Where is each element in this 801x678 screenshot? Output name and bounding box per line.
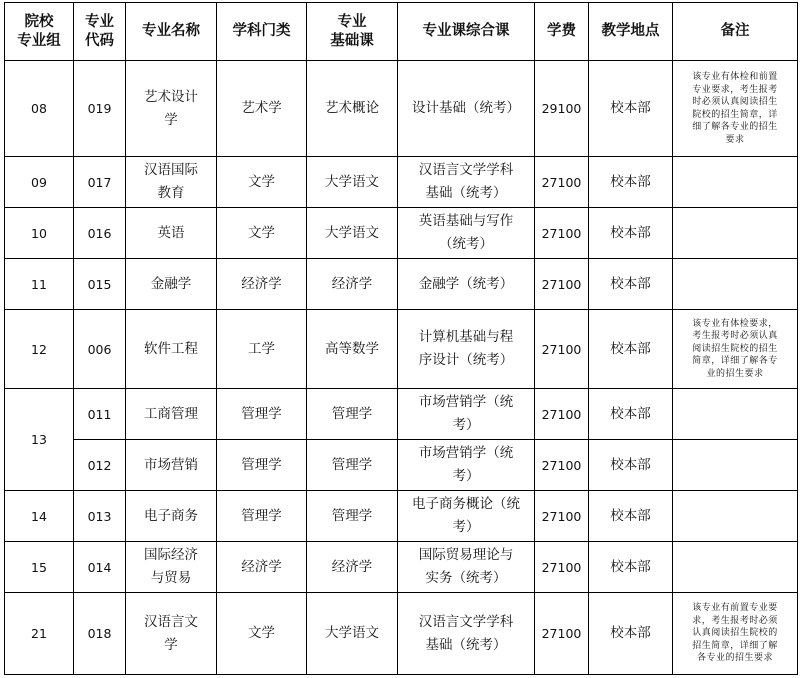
- remark-cell: [673, 491, 798, 542]
- comprehensive-course-cell: 英语基础与写作 （统考）: [398, 208, 535, 259]
- code-cell: 011: [74, 389, 126, 440]
- name-cell: 金融学: [126, 259, 217, 310]
- location-cell: 校本部: [589, 491, 673, 542]
- basic-course-cell: 管理学: [307, 389, 398, 440]
- location-cell: 校本部: [589, 542, 673, 593]
- header-comprehensive-course: 专业课综合课: [398, 3, 535, 61]
- remark-cell: [673, 389, 798, 440]
- location-cell: 校本部: [589, 157, 673, 208]
- table-row: [5, 491, 798, 542]
- basic-course-cell: 大学语文: [307, 157, 398, 208]
- location-cell: 校本部: [589, 440, 673, 491]
- comprehensive-course-cell: 汉语言文学学科 基础（统考）: [398, 593, 535, 675]
- remark-cell: [673, 259, 798, 310]
- remark-cell: 该专业有体检要求， 考生报考时必须认真 阅读招生院校的招生 简章，详细了解各专 业的招生要求: [673, 310, 798, 389]
- fee-cell: 27100: [535, 208, 589, 259]
- code-cell: 015: [74, 259, 126, 310]
- fee-cell: 27100: [535, 542, 589, 593]
- basic-course-cell: 经济学: [307, 259, 398, 310]
- group-cell: 15: [5, 542, 74, 593]
- basic-course-cell: 管理学: [307, 491, 398, 542]
- group-cell: 10: [5, 208, 74, 259]
- name-cell: 工商管理: [126, 389, 217, 440]
- group-cell: 21: [5, 593, 74, 675]
- group-cell: 12: [5, 310, 74, 389]
- header-fee: 学费: [535, 3, 589, 61]
- category-cell: 管理学: [217, 491, 307, 542]
- header-group: 院校 专业组: [5, 3, 74, 61]
- basic-course-cell: 高等数学: [307, 310, 398, 389]
- code-cell: 013: [74, 491, 126, 542]
- comprehensive-course-cell: 国际贸易理论与 实务（统考）: [398, 542, 535, 593]
- header-name: 专业名称: [126, 3, 217, 61]
- table-row: [5, 310, 798, 389]
- table-row: [5, 440, 798, 491]
- comprehensive-course-cell: 计算机基础与程 序设计（统考）: [398, 310, 535, 389]
- remark-cell: 该专业有体检和前置 专业要求，考生报考 时必须认真阅读招生 院校的招生简章，详 细了解各专业的招生 要求: [673, 61, 798, 157]
- category-cell: 管理学: [217, 389, 307, 440]
- remark-cell: [673, 208, 798, 259]
- group-cell: 11: [5, 259, 74, 310]
- code-cell: 018: [74, 593, 126, 675]
- location-cell: 校本部: [589, 61, 673, 157]
- name-cell: 英语: [126, 208, 217, 259]
- fee-cell: 27100: [535, 389, 589, 440]
- category-cell: 管理学: [217, 440, 307, 491]
- comprehensive-course-cell: 市场营销学（统 考）: [398, 389, 535, 440]
- code-cell: 017: [74, 157, 126, 208]
- basic-course-cell: 经济学: [307, 542, 398, 593]
- name-cell: 艺术设计 学: [126, 61, 217, 157]
- group-cell: 08: [5, 61, 74, 157]
- comprehensive-course-cell: 汉语言文学学科 基础（统考）: [398, 157, 535, 208]
- table-row: [5, 259, 798, 310]
- name-cell: 汉语国际 教育: [126, 157, 217, 208]
- code-cell: 012: [74, 440, 126, 491]
- basic-course-cell: 管理学: [307, 440, 398, 491]
- comprehensive-course-cell: 市场营销学（统 考）: [398, 440, 535, 491]
- header-row: [5, 3, 798, 61]
- header-remark: 备注: [673, 3, 798, 61]
- location-cell: 校本部: [589, 310, 673, 389]
- fee-cell: 27100: [535, 440, 589, 491]
- category-cell: 经济学: [217, 542, 307, 593]
- name-cell: 电子商务: [126, 491, 217, 542]
- table-row: [5, 542, 798, 593]
- remark-cell: [673, 157, 798, 208]
- comprehensive-course-cell: 电子商务概论（统 考）: [398, 491, 535, 542]
- fee-cell: 27100: [535, 491, 589, 542]
- name-cell: 汉语言文 学: [126, 593, 217, 675]
- category-cell: 艺术学: [217, 61, 307, 157]
- category-cell: 文学: [217, 208, 307, 259]
- remark-cell: 该专业有前置专业要 求，考生报考时必须 认真阅读招生院校的 招生简章，详细了解 各专业的招生要求: [673, 593, 798, 675]
- table-row: [5, 593, 798, 675]
- comprehensive-course-cell: 设计基础（统考）: [398, 61, 535, 157]
- fee-cell: 27100: [535, 157, 589, 208]
- location-cell: 校本部: [589, 593, 673, 675]
- table-row: [5, 389, 798, 440]
- name-cell: 市场营销: [126, 440, 217, 491]
- category-cell: 文学: [217, 157, 307, 208]
- code-cell: 006: [74, 310, 126, 389]
- code-cell: 014: [74, 542, 126, 593]
- location-cell: 校本部: [589, 259, 673, 310]
- header-location: 教学地点: [589, 3, 673, 61]
- code-cell: 016: [74, 208, 126, 259]
- comprehensive-course-cell: 金融学（统考）: [398, 259, 535, 310]
- location-cell: 校本部: [589, 389, 673, 440]
- table-row: [5, 157, 798, 208]
- group-cell: 09: [5, 157, 74, 208]
- header-basic-course: 专业 基础课: [307, 3, 398, 61]
- basic-course-cell: 大学语文: [307, 208, 398, 259]
- major-group-table: [4, 2, 798, 675]
- code-cell: 019: [74, 61, 126, 157]
- remark-cell: [673, 440, 798, 491]
- category-cell: 经济学: [217, 259, 307, 310]
- group-cell: 14: [5, 491, 74, 542]
- table-row: [5, 208, 798, 259]
- name-cell: 软件工程: [126, 310, 217, 389]
- table-row: [5, 61, 798, 157]
- basic-course-cell: 大学语文: [307, 593, 398, 675]
- group-cell: 13: [5, 389, 74, 491]
- header-code: 专业 代码: [74, 3, 126, 61]
- remark-cell: [673, 542, 798, 593]
- basic-course-cell: 艺术概论: [307, 61, 398, 157]
- fee-cell: 27100: [535, 593, 589, 675]
- fee-cell: 27100: [535, 310, 589, 389]
- category-cell: 工学: [217, 310, 307, 389]
- fee-cell: 27100: [535, 259, 589, 310]
- header-category: 学科门类: [217, 3, 307, 61]
- fee-cell: 29100: [535, 61, 589, 157]
- name-cell: 国际经济 与贸易: [126, 542, 217, 593]
- category-cell: 文学: [217, 593, 307, 675]
- location-cell: 校本部: [589, 208, 673, 259]
